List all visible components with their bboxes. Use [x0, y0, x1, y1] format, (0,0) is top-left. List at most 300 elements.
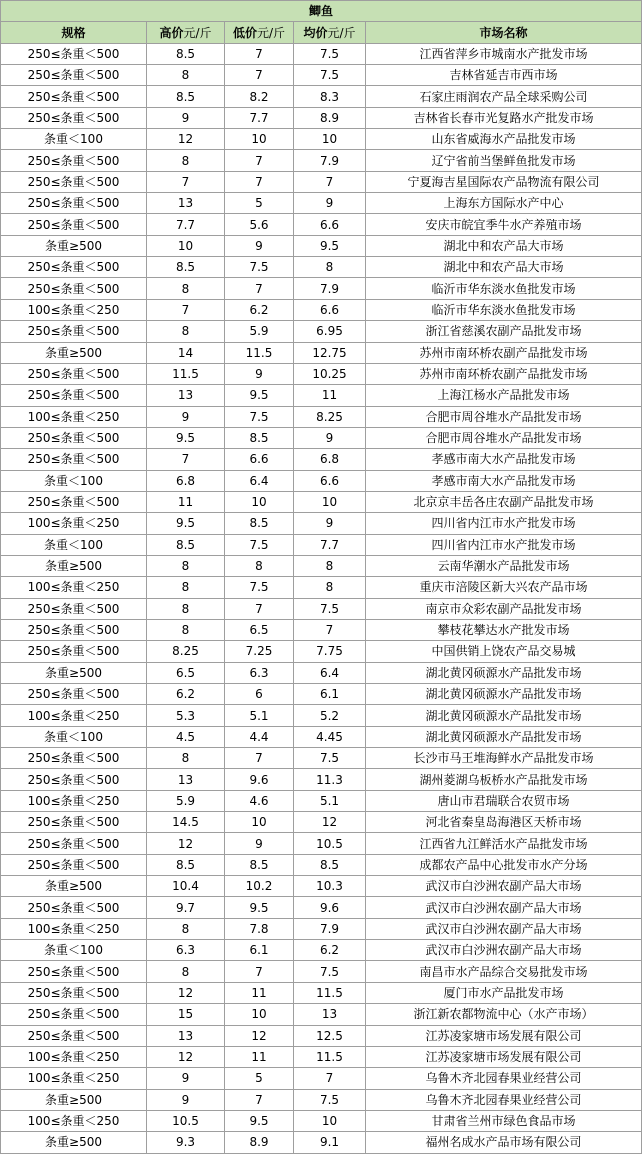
cell-market: 武汉市白沙洲农副产品大市场 — [366, 897, 642, 918]
cell-avg: 6.4 — [294, 662, 366, 683]
cell-market: 吉林省延吉市西市场 — [366, 65, 642, 86]
cell-low: 8.5 — [225, 854, 294, 875]
header-high-label: 高价 — [159, 25, 184, 40]
cell-spec: 100≤条重＜250 — [1, 577, 147, 598]
table-row — [1, 1068, 642, 1089]
cell-low: 7 — [225, 43, 294, 64]
cell-high: 9.5 — [147, 427, 225, 448]
cell-spec: 条重＜100 — [1, 940, 147, 961]
table-row — [1, 769, 642, 790]
cell-high: 12 — [147, 1046, 225, 1067]
cell-market: 重庆市涪陵区新大兴农产品市场 — [366, 577, 642, 598]
cell-low: 7 — [225, 748, 294, 769]
cell-high: 12 — [147, 982, 225, 1003]
cell-high: 5.3 — [147, 705, 225, 726]
cell-high: 8 — [147, 961, 225, 982]
table-row — [1, 299, 642, 320]
cell-market: 湖北黄冈硕源水产品批发市场 — [366, 662, 642, 683]
cell-low: 9 — [225, 833, 294, 854]
cell-high: 8 — [147, 918, 225, 939]
cell-spec: 100≤条重＜250 — [1, 1110, 147, 1131]
table-row — [1, 619, 642, 640]
cell-low: 9.5 — [225, 385, 294, 406]
cell-avg: 10.5 — [294, 833, 366, 854]
cell-avg: 12.5 — [294, 1025, 366, 1046]
cell-market: 江苏凌家塘市场发展有限公司 — [366, 1025, 642, 1046]
cell-high: 6.2 — [147, 684, 225, 705]
cell-avg: 9.5 — [294, 235, 366, 256]
cell-low: 5 — [225, 193, 294, 214]
cell-avg: 5.2 — [294, 705, 366, 726]
cell-market: 合肥市周谷堆水产品批发市场 — [366, 406, 642, 427]
cell-avg: 7.5 — [294, 43, 366, 64]
cell-high: 9 — [147, 1089, 225, 1110]
cell-spec: 条重≥500 — [1, 342, 147, 363]
cell-market: 苏州市南环桥农副产品批发市场 — [366, 363, 642, 384]
cell-high: 6.5 — [147, 662, 225, 683]
cell-avg: 7.5 — [294, 748, 366, 769]
cell-low: 8 — [225, 555, 294, 576]
cell-low: 7.8 — [225, 918, 294, 939]
cell-low: 7 — [225, 171, 294, 192]
cell-spec: 条重＜100 — [1, 129, 147, 150]
cell-low: 7.5 — [225, 406, 294, 427]
cell-high: 12 — [147, 833, 225, 854]
table-row — [1, 1110, 642, 1131]
cell-spec: 250≤条重＜500 — [1, 257, 147, 278]
cell-high: 9 — [147, 107, 225, 128]
table-row — [1, 726, 642, 747]
cell-avg: 8.3 — [294, 86, 366, 107]
cell-spec: 100≤条重＜250 — [1, 705, 147, 726]
cell-low: 7 — [225, 150, 294, 171]
cell-market: 安庆市皖宜季牛水产养殖市场 — [366, 214, 642, 235]
header-high — [147, 22, 225, 43]
cell-spec: 250≤条重＜500 — [1, 107, 147, 128]
cell-low: 6.1 — [225, 940, 294, 961]
table-row — [1, 1132, 642, 1153]
table-row — [1, 513, 642, 534]
table-body — [1, 1, 642, 1154]
cell-high: 8 — [147, 65, 225, 86]
table-row — [1, 684, 642, 705]
cell-spec: 250≤条重＜500 — [1, 684, 147, 705]
cell-avg: 4.45 — [294, 726, 366, 747]
table-row — [1, 1089, 642, 1110]
cell-market: 江西省九江鲜活水产品批发市场 — [366, 833, 642, 854]
cell-high: 10.4 — [147, 876, 225, 897]
cell-avg: 10.3 — [294, 876, 366, 897]
cell-low: 9 — [225, 363, 294, 384]
cell-high: 7 — [147, 299, 225, 320]
cell-avg: 7.9 — [294, 150, 366, 171]
table-row — [1, 214, 642, 235]
table-row — [1, 641, 642, 662]
cell-low: 6.5 — [225, 619, 294, 640]
table-row — [1, 833, 642, 854]
cell-spec: 条重≥500 — [1, 876, 147, 897]
cell-market: 湖北黄冈硕源水产品批发市场 — [366, 726, 642, 747]
cell-spec: 250≤条重＜500 — [1, 748, 147, 769]
cell-market: 云南华潮水产品批发市场 — [366, 555, 642, 576]
cell-low: 8.9 — [225, 1132, 294, 1153]
cell-avg: 8.25 — [294, 406, 366, 427]
table-row — [1, 470, 642, 491]
cell-market: 攀枝花攀达水产批发市场 — [366, 619, 642, 640]
cell-low: 10 — [225, 129, 294, 150]
cell-low: 7.5 — [225, 257, 294, 278]
cell-spec: 250≤条重＜500 — [1, 65, 147, 86]
cell-avg: 10 — [294, 1110, 366, 1131]
cell-spec: 条重≥500 — [1, 235, 147, 256]
table-row — [1, 385, 642, 406]
cell-market: 成都农产品中心批发市水产分场 — [366, 854, 642, 875]
cell-high: 9 — [147, 1068, 225, 1089]
cell-high: 11.5 — [147, 363, 225, 384]
cell-avg: 11.5 — [294, 1046, 366, 1067]
cell-high: 13 — [147, 1025, 225, 1046]
cell-avg: 12 — [294, 812, 366, 833]
cell-low: 10 — [225, 1004, 294, 1025]
cell-avg: 9.6 — [294, 897, 366, 918]
cell-high: 4.5 — [147, 726, 225, 747]
header-row — [1, 22, 642, 43]
cell-spec: 250≤条重＜500 — [1, 385, 147, 406]
table-row — [1, 129, 642, 150]
title-row — [1, 1, 642, 22]
cell-high: 14.5 — [147, 812, 225, 833]
cell-low: 7.25 — [225, 641, 294, 662]
cell-low: 4.6 — [225, 790, 294, 811]
cell-low: 7.5 — [225, 577, 294, 598]
cell-high: 8 — [147, 619, 225, 640]
cell-avg: 7.5 — [294, 1089, 366, 1110]
cell-avg: 9 — [294, 427, 366, 448]
cell-market: 唐山市君瑞联合农贸市场 — [366, 790, 642, 811]
table-row — [1, 897, 642, 918]
cell-avg: 6.6 — [294, 470, 366, 491]
header-low — [225, 22, 294, 43]
cell-spec: 250≤条重＜500 — [1, 598, 147, 619]
cell-low: 7.5 — [225, 534, 294, 555]
cell-high: 8 — [147, 555, 225, 576]
cell-market: 甘肃省兰州市绿色食品市场 — [366, 1110, 642, 1131]
table-row — [1, 491, 642, 512]
cell-high: 14 — [147, 342, 225, 363]
table-row — [1, 577, 642, 598]
cell-avg: 6.6 — [294, 214, 366, 235]
cell-spec: 100≤条重＜250 — [1, 406, 147, 427]
header-spec: 规格 — [1, 22, 147, 43]
cell-high: 8 — [147, 278, 225, 299]
cell-low: 5.9 — [225, 321, 294, 342]
cell-avg: 6.2 — [294, 940, 366, 961]
cell-market: 合肥市周谷堆水产品批发市场 — [366, 427, 642, 448]
cell-avg: 6.6 — [294, 299, 366, 320]
cell-spec: 250≤条重＜500 — [1, 214, 147, 235]
cell-market: 四川省内江市水产批发市场 — [366, 513, 642, 534]
table-row — [1, 1025, 642, 1046]
cell-low: 10.2 — [225, 876, 294, 897]
cell-avg: 11 — [294, 385, 366, 406]
cell-market: 福州名成水产品市场有限公司 — [366, 1132, 642, 1153]
table-row — [1, 854, 642, 875]
cell-high: 8 — [147, 321, 225, 342]
cell-low: 9.6 — [225, 769, 294, 790]
cell-low: 7 — [225, 598, 294, 619]
cell-avg: 6.1 — [294, 684, 366, 705]
header-low-label: 低价 — [232, 25, 257, 40]
cell-low: 7.7 — [225, 107, 294, 128]
cell-market: 河北省秦皇岛海港区天桥市场 — [366, 812, 642, 833]
cell-spec: 100≤条重＜250 — [1, 513, 147, 534]
cell-low: 8.2 — [225, 86, 294, 107]
table-row — [1, 193, 642, 214]
cell-avg: 7.5 — [294, 65, 366, 86]
cell-spec: 条重≥500 — [1, 555, 147, 576]
table-row — [1, 427, 642, 448]
cell-market: 武汉市白沙洲农副产品大市场 — [366, 876, 642, 897]
table-row — [1, 150, 642, 171]
cell-avg: 8 — [294, 577, 366, 598]
cell-spec: 250≤条重＜500 — [1, 641, 147, 662]
cell-low: 9.5 — [225, 897, 294, 918]
cell-avg: 7.9 — [294, 278, 366, 299]
table-row — [1, 982, 642, 1003]
cell-high: 6.3 — [147, 940, 225, 961]
cell-market: 湖州菱湖乌板桥水产品批发市场 — [366, 769, 642, 790]
table-row — [1, 278, 642, 299]
cell-high: 8 — [147, 577, 225, 598]
cell-avg: 12.75 — [294, 342, 366, 363]
cell-high: 7.7 — [147, 214, 225, 235]
cell-high: 13 — [147, 193, 225, 214]
cell-low: 9 — [225, 235, 294, 256]
cell-spec: 250≤条重＜500 — [1, 278, 147, 299]
table-row — [1, 961, 642, 982]
cell-high: 8 — [147, 598, 225, 619]
header-avg-label: 均价 — [303, 25, 328, 40]
header-market: 市场名称 — [366, 22, 642, 43]
cell-market: 湖北黄冈硕源水产品批发市场 — [366, 684, 642, 705]
cell-spec: 250≤条重＜500 — [1, 769, 147, 790]
cell-avg: 6.95 — [294, 321, 366, 342]
table-row — [1, 534, 642, 555]
cell-low: 12 — [225, 1025, 294, 1046]
table-row — [1, 235, 642, 256]
cell-avg: 10.25 — [294, 363, 366, 384]
cell-market: 四川省内江市水产批发市场 — [366, 534, 642, 555]
cell-high: 13 — [147, 385, 225, 406]
cell-spec: 250≤条重＜500 — [1, 897, 147, 918]
cell-market: 乌鲁木齐北园春果业经营公司 — [366, 1089, 642, 1110]
cell-market: 湖北黄冈硕源水产品批发市场 — [366, 705, 642, 726]
cell-spec: 250≤条重＜500 — [1, 1004, 147, 1025]
cell-high: 8.5 — [147, 43, 225, 64]
cell-high: 13 — [147, 769, 225, 790]
cell-low: 8.5 — [225, 513, 294, 534]
cell-avg: 7.9 — [294, 918, 366, 939]
cell-high: 10 — [147, 235, 225, 256]
table-row — [1, 662, 642, 683]
cell-high: 11 — [147, 491, 225, 512]
cell-spec: 250≤条重＜500 — [1, 833, 147, 854]
cell-spec: 250≤条重＜500 — [1, 363, 147, 384]
cell-high: 8 — [147, 150, 225, 171]
cell-spec: 250≤条重＜500 — [1, 321, 147, 342]
cell-low: 5.1 — [225, 705, 294, 726]
table-row — [1, 705, 642, 726]
table-row — [1, 940, 642, 961]
header-avg — [294, 22, 366, 43]
cell-high: 8.5 — [147, 86, 225, 107]
cell-market: 武汉市白沙洲农副产品大市场 — [366, 940, 642, 961]
cell-market: 苏州市南环桥农副产品批发市场 — [366, 342, 642, 363]
table-row — [1, 342, 642, 363]
cell-low: 10 — [225, 491, 294, 512]
cell-low: 7 — [225, 961, 294, 982]
cell-spec: 条重＜100 — [1, 470, 147, 491]
cell-market: 上海东方国际水产中心 — [366, 193, 642, 214]
cell-avg: 9 — [294, 513, 366, 534]
cell-high: 9 — [147, 406, 225, 427]
cell-high: 15 — [147, 1004, 225, 1025]
cell-avg: 11.3 — [294, 769, 366, 790]
cell-spec: 250≤条重＜500 — [1, 854, 147, 875]
cell-spec: 100≤条重＜250 — [1, 1046, 147, 1067]
cell-market: 厦门市水产品批发市场 — [366, 982, 642, 1003]
cell-avg: 8.5 — [294, 854, 366, 875]
cell-market: 临沂市华东淡水鱼批发市场 — [366, 299, 642, 320]
cell-avg: 5.1 — [294, 790, 366, 811]
table-row — [1, 107, 642, 128]
cell-high: 8.5 — [147, 257, 225, 278]
cell-market: 南昌市水产品综合交易批发市场 — [366, 961, 642, 982]
cell-avg: 7 — [294, 1068, 366, 1089]
cell-high: 8 — [147, 748, 225, 769]
cell-high: 8.25 — [147, 641, 225, 662]
cell-market: 孝感市南大水产品批发市场 — [366, 470, 642, 491]
cell-market: 武汉市白沙洲农副产品大市场 — [366, 918, 642, 939]
cell-spec: 250≤条重＜500 — [1, 619, 147, 640]
table-row — [1, 65, 642, 86]
cell-spec: 条重＜100 — [1, 534, 147, 555]
cell-market: 江西省萍乡市城南水产批发市场 — [366, 43, 642, 64]
cell-avg: 7.5 — [294, 961, 366, 982]
cell-spec: 条重＜100 — [1, 726, 147, 747]
cell-high: 7 — [147, 171, 225, 192]
cell-spec: 100≤条重＜250 — [1, 790, 147, 811]
cell-low: 6.3 — [225, 662, 294, 683]
cell-low: 7 — [225, 1089, 294, 1110]
cell-spec: 条重≥500 — [1, 662, 147, 683]
cell-high: 8.5 — [147, 854, 225, 875]
header-low-unit: 元/斤 — [256, 25, 286, 40]
cell-market: 山东省威海水产品批发市场 — [366, 129, 642, 150]
cell-high: 9.7 — [147, 897, 225, 918]
table-row — [1, 1046, 642, 1067]
cell-low: 5 — [225, 1068, 294, 1089]
cell-market: 乌鲁木齐北园春果业经营公司 — [366, 1068, 642, 1089]
cell-spec: 250≤条重＜500 — [1, 961, 147, 982]
cell-market: 中国供销上饶农产品交易城 — [366, 641, 642, 662]
cell-high: 5.9 — [147, 790, 225, 811]
table-row — [1, 1004, 642, 1025]
table-row — [1, 876, 642, 897]
cell-spec: 条重≥500 — [1, 1089, 147, 1110]
cell-market: 孝感市南大水产品批发市场 — [366, 449, 642, 470]
cell-avg: 8.9 — [294, 107, 366, 128]
cell-avg: 10 — [294, 491, 366, 512]
cell-spec: 250≤条重＜500 — [1, 193, 147, 214]
cell-avg: 8 — [294, 257, 366, 278]
table-row — [1, 321, 642, 342]
cell-spec: 250≤条重＜500 — [1, 812, 147, 833]
table-row — [1, 171, 642, 192]
cell-market: 宁夏海吉星国际农产品物流有限公司 — [366, 171, 642, 192]
table-row — [1, 812, 642, 833]
cell-high: 9.5 — [147, 513, 225, 534]
cell-avg: 7 — [294, 619, 366, 640]
cell-spec: 250≤条重＜500 — [1, 427, 147, 448]
cell-high: 9.3 — [147, 1132, 225, 1153]
cell-avg: 7.75 — [294, 641, 366, 662]
cell-low: 6.6 — [225, 449, 294, 470]
cell-market: 长沙市马王堆海鲜水产品批发市场 — [366, 748, 642, 769]
cell-market: 江苏凌家塘市场发展有限公司 — [366, 1046, 642, 1067]
table-row — [1, 363, 642, 384]
cell-low: 11 — [225, 982, 294, 1003]
table-row — [1, 449, 642, 470]
cell-low: 6.2 — [225, 299, 294, 320]
cell-spec: 250≤条重＜500 — [1, 150, 147, 171]
cell-high: 12 — [147, 129, 225, 150]
cell-market: 浙江新农都物流中心（水产市场） — [366, 1004, 642, 1025]
cell-low: 11.5 — [225, 342, 294, 363]
cell-avg: 8 — [294, 555, 366, 576]
cell-high: 6.8 — [147, 470, 225, 491]
cell-low: 4.4 — [225, 726, 294, 747]
cell-spec: 100≤条重＜250 — [1, 918, 147, 939]
cell-market: 临沂市华东淡水鱼批发市场 — [366, 278, 642, 299]
cell-avg: 13 — [294, 1004, 366, 1025]
cell-avg: 10 — [294, 129, 366, 150]
table-row — [1, 406, 642, 427]
table-row — [1, 598, 642, 619]
cell-spec: 250≤条重＜500 — [1, 171, 147, 192]
cell-spec: 250≤条重＜500 — [1, 86, 147, 107]
table-row — [1, 86, 642, 107]
cell-low: 5.6 — [225, 214, 294, 235]
cell-market: 湖北中和农产品大市场 — [366, 257, 642, 278]
cell-spec: 250≤条重＜500 — [1, 982, 147, 1003]
table-row — [1, 43, 642, 64]
cell-low: 7 — [225, 278, 294, 299]
cell-market: 浙江省慈溪农副产品批发市场 — [366, 321, 642, 342]
cell-spec: 250≤条重＜500 — [1, 491, 147, 512]
cell-avg: 6.8 — [294, 449, 366, 470]
cell-spec: 250≤条重＜500 — [1, 449, 147, 470]
cell-low: 7 — [225, 65, 294, 86]
cell-spec: 250≤条重＜500 — [1, 1025, 147, 1046]
cell-market: 北京京丰岳各庄农副产品批发市场 — [366, 491, 642, 512]
cell-market: 辽宁省前当堡鲜鱼批发市场 — [366, 150, 642, 171]
cell-market: 吉林省长春市光复路水产批发市场 — [366, 107, 642, 128]
table-row — [1, 257, 642, 278]
table-row — [1, 555, 642, 576]
cell-high: 10.5 — [147, 1110, 225, 1131]
cell-spec: 100≤条重＜250 — [1, 1068, 147, 1089]
